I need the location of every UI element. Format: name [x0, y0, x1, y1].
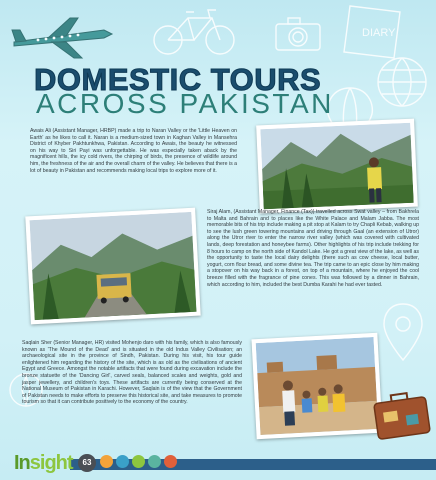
category-icon-2 [116, 455, 129, 468]
globe-doodle [372, 52, 432, 112]
category-icon-5 [164, 455, 177, 468]
page-title-line2: ACROSS PAKISTAN [36, 88, 334, 119]
page-title-line1: DOMESTIC TOURS [34, 62, 322, 97]
story-naran-valley: Awais Ali (Assistant Manager, HRBP) made a trip to Naran Valley or the 'Little Heaven on Earth' as he likes to call it. Naran is a medium-sized town in Kaghan Valley in Mansehra District of Khyber Pakhtunkhwa, Pakistan. According to Awais, the beauty he witnessed on his way to Siri Payi was unforgettable. He was especially taken aback by the magnificent hills, the icy cold rivers, the chirping of birds, the presence of wildlife around him, the freshness of the air and the overall charm of the valley. He believes that there is a lot of beauty in Pakistan and recommends making local trips to explore more of it. [30, 128, 237, 174]
category-icon-1 [100, 455, 113, 468]
category-icon-3 [132, 455, 145, 468]
diary-doodle-text: DIARY [362, 27, 396, 39]
photo-swat-valley [25, 208, 200, 325]
story-mohenjo-daro: Saqlain Sher (Senior Manager, HR) visited Mohenjo daro with his family, which is also famously known as 'The Mound of the Dead' and is situated in the old Indus Valley Civilisation; an archaeological site in the province of Sindh, Pakistan. During his visit, his tour guide enlightened him regarding the history of the site, which is as old as the civilisations of ancient Egypt and Greece. Amongst the notable artifacts that were found during excavation include the bronze statuette of the 'Dancing Girl', carved seals, balanced scales and weights, gold and jasper jewellery, and children's toys. These artifacts are currently being conserved at the National Museum of Pakistan in Karachi. However, Saqlain is of the view that the Government of Pakistan needs to make efforts to preserve this historical site, and take measures to promote tourism so that it can contribute positively to the economy of the country. [22, 340, 242, 406]
category-icon-4 [148, 455, 161, 468]
insight-logo: Insight [14, 452, 73, 474]
photo-mohenjo-daro [251, 333, 382, 439]
airplane-doodle [8, 14, 118, 62]
camera-doodle [272, 14, 324, 54]
bicycle-doodle [150, 2, 240, 57]
map-pin-doodle [378, 300, 428, 370]
suitcase-icon [372, 390, 432, 440]
page-footer [0, 444, 436, 480]
photo-naran-valley [256, 119, 418, 214]
story-swat-valley: Siraj Alam, (Assistant Manager, Finance (Tax)) travelled across Swat valley – from Bakhrela to Malta and Bahrain and to places like the White Palace and Malam Jabba. The most memorable bits of his trip include making a pit stop at Kalam to try Chapli Kebab, walking up to see the lush green towering mountains and driving through Gaal (an extension of Utror) along the Utror river to enter the narrow river valley (which was covered with cultivated lands, deep forestation and honeybee farms). Other highlights of his trip include trekking for 8 hours to camp on the north side of Kandol Lake. He got a great view of the lake, as well as the opportunity to taste the local dairy delights (there such as cow cheese, local butter, yogurt, corn flour bread, and some divine tea. The trip came to an epic close by him making a stopover on his way back in a forest, on top of a mountain, where he enjoyed the cool breeze filled with the fragrance of pine cones. This was followed by a dinner in Bahrain, which according to him, included the best Dumba Karahi he had ever tasted. [207, 209, 419, 288]
page-number: 63 [78, 454, 96, 472]
